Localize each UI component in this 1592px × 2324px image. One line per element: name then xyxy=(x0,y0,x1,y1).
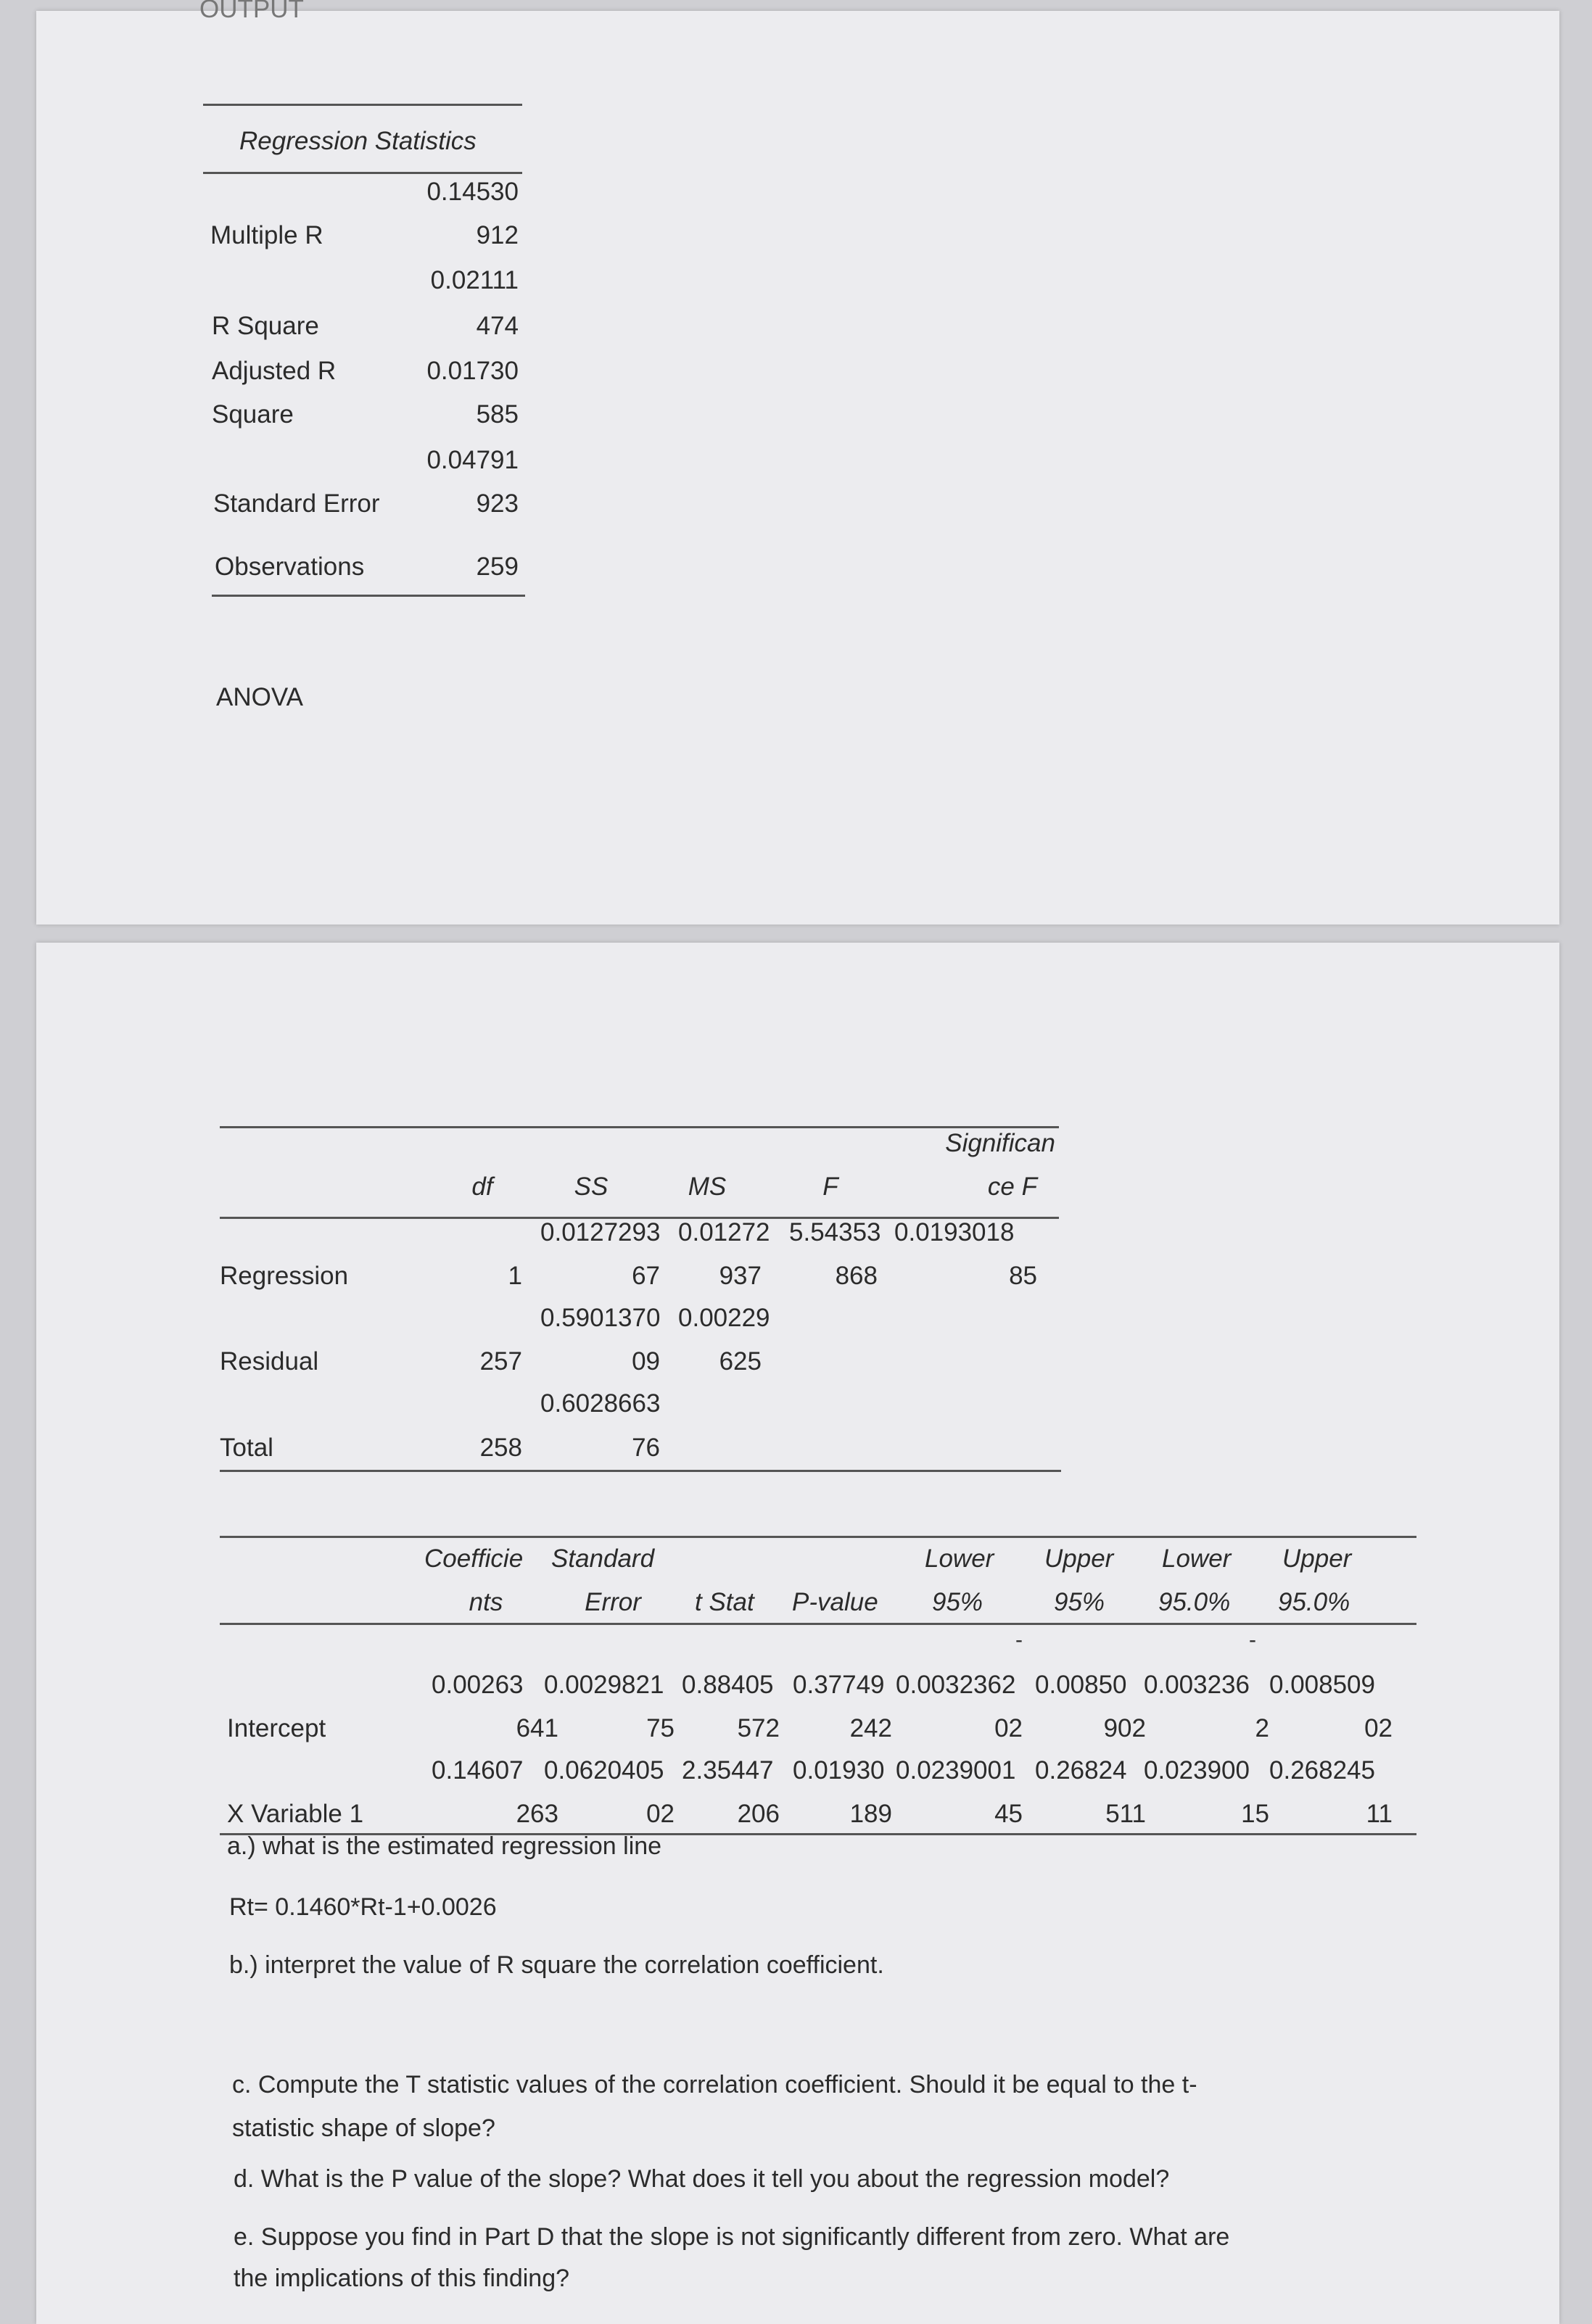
standard-error-value-line2: 923 xyxy=(476,489,519,518)
coef-header-standard-error-line1: Standard xyxy=(551,1544,655,1573)
question-d: d. What is the P value of the slope? What does it tell you about the regression model? xyxy=(234,2165,1170,2193)
intercept-coef-line2: 641 xyxy=(516,1714,558,1742)
x-variable-lower95-line1: 0.0239001 xyxy=(896,1756,1016,1785)
question-e-line2: the implications of this finding? xyxy=(234,2265,570,2292)
anova-regression-ss-line2: 67 xyxy=(632,1262,660,1290)
anova-header-significance-line2: ce F xyxy=(987,1173,1037,1201)
coef-header-coefficients-line2: nts xyxy=(469,1588,503,1616)
question-a: a.) what is the estimated regression line xyxy=(227,1832,662,1860)
coef-header-upper95-line1: Upper xyxy=(1044,1544,1114,1573)
intercept-lower950-sign: - xyxy=(1249,1628,1256,1652)
x-variable-lower950-line2: 15 xyxy=(1241,1800,1269,1828)
intercept-lower950-line2: 2 xyxy=(1255,1714,1269,1742)
output-sheet-bottom xyxy=(36,943,1559,2324)
table-top-rule xyxy=(203,104,522,106)
anova-header-ms: MS xyxy=(688,1173,727,1201)
intercept-se-line2: 75 xyxy=(646,1714,675,1742)
anova-residual-df: 257 xyxy=(479,1347,522,1376)
answer-a-regression-line: Rt= 0.1460*Rt-1+0.0026 xyxy=(229,1893,497,1921)
coef-header-lower95-line1: Lower xyxy=(925,1544,994,1573)
anova-total-ss-line2: 76 xyxy=(632,1434,660,1462)
anova-total-ss-line1: 0.6028663 xyxy=(540,1389,661,1418)
standard-error-label: Standard Error xyxy=(213,489,380,518)
anova-header-f: F xyxy=(822,1173,838,1201)
coef-header-rule xyxy=(220,1623,1416,1625)
x-variable-tstat-line1: 2.35447 xyxy=(682,1756,774,1785)
coef-header-standard-error-line2: Error xyxy=(585,1588,641,1616)
multiple-r-value-line2: 912 xyxy=(476,221,519,249)
question-b: b.) interpret the value of R square the correlation coefficient. xyxy=(229,1951,884,1979)
x-variable-pvalue-line1: 0.01930 xyxy=(793,1756,885,1785)
anova-residual-ms-line1: 0.00229 xyxy=(678,1304,770,1332)
adjusted-r-square-label-line1: Adjusted R xyxy=(212,357,337,385)
x-variable-lower95-line2: 45 xyxy=(994,1800,1023,1828)
anova-regression-ms-line2: 937 xyxy=(719,1262,762,1290)
intercept-lower95-sign: - xyxy=(1015,1628,1023,1652)
observations-label: Observations xyxy=(215,553,365,581)
observations-value: 259 xyxy=(476,553,519,581)
anova-header-significance-line1: Significan xyxy=(945,1129,1055,1157)
r-square-value-line2: 474 xyxy=(476,312,519,340)
anova-regression-label: Regression xyxy=(220,1262,349,1290)
coef-header-upper95-line2: 95% xyxy=(1054,1588,1105,1616)
x-variable-lower950-line1: 0.023900 xyxy=(1144,1756,1250,1785)
anova-total-label: Total xyxy=(220,1434,273,1462)
intercept-tstat-line2: 572 xyxy=(737,1714,780,1742)
multiple-r-label: Multiple R xyxy=(210,221,323,249)
coef-header-coefficients-line1: Coefficie xyxy=(424,1544,524,1573)
intercept-label: Intercept xyxy=(227,1714,326,1742)
anova-regression-f-line1: 5.54353 xyxy=(789,1218,881,1246)
coef-header-lower95-line2: 95% xyxy=(932,1588,983,1616)
question-c-line2: statistic shape of slope? xyxy=(232,2114,495,2142)
x-variable-upper950-line1: 0.268245 xyxy=(1269,1756,1375,1785)
adjusted-r-square-label-line2: Square xyxy=(212,400,294,429)
question-e-line1: e. Suppose you find in Part D that the slope is not significantly different from zero. What are xyxy=(234,2223,1230,2251)
coef-header-lower950-line1: Lower xyxy=(1162,1544,1232,1573)
anova-regression-ms-line1: 0.01272 xyxy=(678,1218,770,1246)
intercept-lower95-line1: 0.0032362 xyxy=(896,1671,1016,1699)
anova-regression-df: 1 xyxy=(508,1262,522,1290)
anova-residual-ss-line2: 09 xyxy=(632,1347,660,1376)
intercept-lower950-line1: 0.003236 xyxy=(1144,1671,1250,1699)
adjusted-r-square-value-line2: 585 xyxy=(476,400,519,429)
intercept-upper95-line1: 0.00850 xyxy=(1035,1671,1127,1699)
coef-header-t-stat: t Stat xyxy=(695,1588,754,1616)
coef-header-lower950-line2: 95.0% xyxy=(1158,1588,1231,1616)
x-variable-upper950-line2: 11 xyxy=(1366,1800,1393,1828)
anova-header-ss: SS xyxy=(574,1173,609,1201)
regression-statistics-title: Regression Statistics xyxy=(239,127,477,155)
x-variable-tstat-line2: 206 xyxy=(737,1800,780,1828)
anova-regression-ss-line1: 0.0127293 xyxy=(540,1218,661,1246)
table-header-rule xyxy=(203,172,522,174)
anova-regression-sig-line2: 85 xyxy=(1009,1262,1037,1290)
intercept-pvalue-line2: 242 xyxy=(849,1714,892,1742)
table-bottom-rule xyxy=(212,595,525,597)
adjusted-r-square-value-line1: 0.01730 xyxy=(426,357,519,385)
anova-top-rule xyxy=(220,1126,1059,1128)
anova-regression-sig-line1: 0.0193018 xyxy=(894,1218,1015,1246)
intercept-se-line1: 0.0029821 xyxy=(544,1671,664,1699)
x-variable-upper95-line2: 511 xyxy=(1105,1800,1146,1828)
r-square-label: R Square xyxy=(212,312,319,340)
anova-regression-f-line2: 868 xyxy=(835,1262,878,1290)
intercept-lower95-line2: 02 xyxy=(994,1714,1023,1742)
anova-label: ANOVA xyxy=(216,683,303,711)
r-square-value-line1: 0.02111 xyxy=(430,266,519,294)
anova-header-df: df xyxy=(471,1173,493,1201)
x-variable-pvalue-line2: 189 xyxy=(849,1800,892,1828)
standard-error-value-line1: 0.04791 xyxy=(426,446,519,474)
intercept-coef-line1: 0.00263 xyxy=(432,1671,524,1699)
multiple-r-value-line1: 0.14530 xyxy=(426,178,519,206)
x-variable-upper95-line1: 0.26824 xyxy=(1035,1756,1127,1785)
intercept-upper95-line2: 902 xyxy=(1103,1714,1146,1742)
x-variable-se-line2: 02 xyxy=(646,1800,675,1828)
x-variable-label: X Variable 1 xyxy=(227,1800,364,1828)
intercept-upper950-line2: 02 xyxy=(1364,1714,1393,1742)
x-variable-coef-line2: 263 xyxy=(516,1800,558,1828)
intercept-pvalue-line1: 0.37749 xyxy=(793,1671,885,1699)
intercept-upper950-line1: 0.008509 xyxy=(1269,1671,1375,1699)
output-sheet-top xyxy=(36,0,1559,925)
anova-residual-label: Residual xyxy=(220,1347,319,1376)
x-variable-se-line1: 0.0620405 xyxy=(544,1756,664,1785)
anova-total-df: 258 xyxy=(479,1434,522,1462)
coef-header-p-value: P-value xyxy=(792,1588,878,1616)
coef-top-rule xyxy=(220,1536,1416,1538)
anova-residual-ms-line2: 625 xyxy=(719,1347,762,1376)
anova-residual-ss-line1: 0.5901370 xyxy=(540,1304,661,1332)
anova-bottom-rule xyxy=(220,1470,1061,1472)
intercept-tstat-line1: 0.88405 xyxy=(682,1671,774,1699)
x-variable-coef-line1: 0.14607 xyxy=(432,1756,524,1785)
coef-header-upper950-line2: 95.0% xyxy=(1278,1588,1350,1616)
coef-header-upper950-line1: Upper xyxy=(1282,1544,1352,1573)
question-c-line1: c. Compute the T statistic values of the correlation coefficient. Should it be equal to the t- xyxy=(232,2071,1197,2098)
output-header-label: OUTPUT xyxy=(199,0,304,23)
